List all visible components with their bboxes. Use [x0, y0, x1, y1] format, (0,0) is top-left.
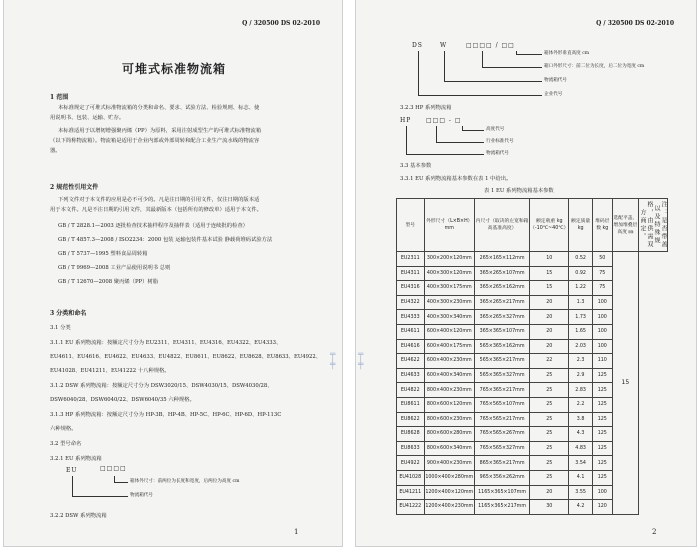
table-cell: EU4922 — [397, 456, 425, 471]
diagram-label: 箱体外尺寸：前两位为长度和宽度，后两位为高度 cm — [130, 479, 240, 484]
table-cell: 125 — [592, 456, 612, 471]
section-heading: 2 规范性引用文件 — [50, 184, 99, 191]
table-cell: 3.55 — [569, 485, 592, 500]
table-cell: 25 — [530, 456, 569, 471]
table-cell: 20 — [530, 339, 569, 354]
subsection-heading: 3.2.3 HP 系列物流箱 — [400, 105, 452, 111]
diagram-connector — [436, 142, 484, 143]
note-column — [638, 199, 667, 252]
table-cell: 400×300×120mm — [424, 266, 475, 281]
table-cell: 4.2 — [569, 500, 592, 515]
diagram-label: 物流箱代号 — [486, 151, 509, 156]
table-cell: 600×400×230mm — [424, 354, 475, 369]
paragraph-line: DSW6040/28、DSW6040/22、DSW6040/35 六种规格。 — [50, 397, 195, 403]
table-cell: 565×365×217mm — [475, 354, 530, 369]
table-cell: 400×300×230mm — [424, 295, 475, 310]
table-cell: 125 — [592, 368, 612, 383]
dsw-size-boxes: □□□□ / □□ — [466, 42, 515, 49]
table-cell: 25 — [530, 470, 569, 485]
eu-series-code: EU — [66, 467, 78, 474]
paragraph-line: EU41028、EU41211、EU41222 十八种规格。 — [50, 368, 170, 374]
table-cell: 25 — [530, 397, 569, 412]
column-header: 选配平盖、增加堆叠层高度 ㎜ — [612, 199, 638, 252]
diagram-label: 行业标准代号 — [486, 139, 514, 144]
table-cell: 3.54 — [569, 456, 592, 471]
table-cell: EU4616 — [397, 339, 425, 354]
table-cell: 120 — [592, 500, 612, 515]
column-header: 额定载重 kg（-10℃~40℃） — [530, 199, 569, 252]
subsection-heading: 3.3 基本参数 — [400, 163, 432, 169]
diagram-connector — [406, 154, 484, 155]
paragraph-line: 3.3.1 EU 系列物流箱基本参数在表 1 中给出。 — [400, 176, 512, 182]
subsection-heading: 3.2.1 EU 系列物流箱 — [50, 456, 102, 462]
table-cell: 365×265×107mm — [475, 266, 530, 281]
table-cell: 20 — [530, 485, 569, 500]
table-row — [397, 252, 668, 267]
table-cell: 125 — [592, 383, 612, 398]
diagram-label: 物流箱代号 — [130, 493, 153, 498]
column-header: 外形尺寸（L×B×H）mm — [424, 199, 475, 252]
table-cell: 3.8 — [569, 412, 592, 427]
table-cell: 765×365×217mm — [475, 383, 530, 398]
paragraph-line: 器。 — [50, 148, 61, 154]
table-cell: 1165×365×107mm — [475, 485, 530, 500]
table-cell: 2.3 — [569, 354, 592, 369]
table-cell: 800×600×280mm — [424, 427, 475, 442]
diagram-label: 箱口外形尺寸：前二位为长度，后二位为宽度 cm — [544, 64, 645, 69]
table-cell: EU8628 — [397, 427, 425, 442]
parameters-table — [396, 198, 668, 515]
table-cell: 25 — [530, 427, 569, 442]
diagram-label: 物流箱代号 — [544, 78, 567, 83]
diagram-connector — [114, 482, 128, 483]
page-number: 1 — [294, 528, 299, 536]
binding-stamp-mark: ╤ ╪ — [330, 350, 336, 370]
table-cell: 1.3 — [569, 295, 592, 310]
table-cell: 600×400×340mm — [424, 368, 475, 383]
diagram-connector — [482, 67, 542, 68]
table-cell: 765×565×327mm — [475, 441, 530, 456]
subsection-heading: 3.1 分类 — [50, 325, 71, 331]
table-cell: 100 — [592, 324, 612, 339]
table-cell: 125 — [592, 412, 612, 427]
table-cell: EU4611 — [397, 324, 425, 339]
subsection-heading: 3.2.2 DSW 系列物流箱 — [50, 513, 107, 519]
hp-size-boxes: □□□ - □ — [426, 117, 462, 124]
table-cell: 30 — [530, 500, 569, 515]
table-cell: 300×200×120mm — [424, 252, 475, 267]
standard-code-header: Q / 320500 DS 02-2010 — [596, 20, 674, 27]
table-cell: 100 — [592, 295, 612, 310]
document-page-1 — [4, 0, 342, 546]
table-cell: EU8622 — [397, 412, 425, 427]
diagram-label: 箱体外形垂直高度 cm — [544, 51, 590, 56]
table-cell: 365×365×107mm — [475, 324, 530, 339]
diagram-connector — [516, 54, 542, 55]
diagram-connector — [406, 126, 407, 154]
table-cell: 800×400×230mm — [424, 383, 475, 398]
table-cell: 15 — [530, 266, 569, 281]
table-cell: 400×300×340mm — [424, 310, 475, 325]
table-cell: 0.92 — [569, 266, 592, 281]
table-cell: 1165×365×217mm — [475, 500, 530, 515]
subsection-heading: 3.2 型号命名 — [50, 441, 82, 447]
diagram-label: 高度代号 — [486, 127, 505, 132]
table-cell: 100 — [592, 485, 612, 500]
table-cell: 1.22 — [569, 281, 592, 296]
merged-cell: 15 — [612, 252, 638, 515]
paragraph-line: 六种规格。 — [50, 426, 77, 432]
table-cell: 365×265×162mm — [475, 281, 530, 296]
paragraph-line: 3.1.2 DSW 系列物流箱：按额定尺寸分为 DSW3020/15、DSW4030/15、DSW4030/28、 — [50, 383, 273, 389]
paragraph-line: 本标准适用于以增韧增强聚丙烯（PP）为原料，采用注射成型生产的可堆式标准物流箱 — [58, 128, 262, 134]
table-cell: 110 — [592, 354, 612, 369]
diagram-connector — [444, 51, 445, 81]
column-header: 额定质量 kg — [569, 199, 592, 252]
table-cell: 365×265×327mm — [475, 310, 530, 325]
table-cell: 15 — [530, 281, 569, 296]
table-note: 注：是否带盖以及特殊规格，由供需双方商定。 — [638, 201, 667, 249]
table-cell: 50 — [592, 252, 612, 267]
table-cell: 1000×400×280mm — [424, 470, 475, 485]
table-cell: 865×365×217mm — [475, 456, 530, 471]
table-cell: EU4333 — [397, 310, 425, 325]
table-cell: EU2311 — [397, 252, 425, 267]
table-cell: 4.3 — [569, 427, 592, 442]
table-cell: 265×165×112mm — [475, 252, 530, 267]
paragraph-line: 用说明书、包装、运输、贮存。 — [50, 115, 125, 121]
hp-series-code: HP — [400, 117, 412, 124]
table-cell: 125 — [592, 397, 612, 412]
section-heading: 3 分类和命名 — [50, 310, 87, 317]
table-cell: EU41211 — [397, 485, 425, 500]
table-cell: 10 — [530, 252, 569, 267]
section-heading: 1 范围 — [50, 94, 69, 101]
standard-code-header: Q / 320500 DS 02-2010 — [242, 20, 320, 27]
reference-item: GB / T 9969—2008 工业产品使用说明书 总则 — [58, 265, 171, 271]
table-cell: 25 — [530, 368, 569, 383]
table-cell: EU4316 — [397, 281, 425, 296]
table-cell: 800×600×340mm — [424, 441, 475, 456]
paragraph-line: EU4611、EU4616、EU4622、EU4633、EU4822、EU8611、EU8622、EU8628、EU8633、EU4922、 — [50, 354, 322, 360]
table-cell: 765×565×107mm — [475, 397, 530, 412]
table-cell: 800×600×230mm — [424, 412, 475, 427]
diagram-connector — [418, 95, 542, 96]
paragraph-line: 本标准规定了可堆式标准物流箱的分类和命名、要求、试验方法、检验规则、标志、使 — [58, 105, 260, 111]
table-cell: 765×565×267mm — [475, 427, 530, 442]
diagram-connector — [462, 130, 484, 131]
table-cell: EU4633 — [397, 368, 425, 383]
table-cell: 22 — [530, 354, 569, 369]
table-cell: 900×400×230mm — [424, 456, 475, 471]
table-header-row — [397, 199, 668, 252]
paragraph-line: 3.1.3 HP 系列物流箱：按额定尺寸分为 HP-3B、HP-4B、HP-5C、HP-6C、HP-6D、HP-113C — [50, 412, 282, 418]
table-cell: EU8611 — [397, 397, 425, 412]
table-cell: 25 — [530, 383, 569, 398]
table-cell: 1.65 — [569, 324, 592, 339]
document-page-2 — [356, 0, 696, 546]
table-cell: 20 — [530, 310, 569, 325]
column-header: 内尺寸（取决的左宽和箱高基准高度） — [475, 199, 530, 252]
table-cell: 600×400×120mm — [424, 324, 475, 339]
table-cell: 0.52 — [569, 252, 592, 267]
paragraph-line: 用于本文件。凡是不注日期的引用文件，其最新版本（包括所有的修改单）适用于本文件。 — [50, 207, 262, 213]
table-cell: EU41222 — [397, 500, 425, 515]
table-cell: EU4622 — [397, 354, 425, 369]
table-cell: 600×400×175mm — [424, 339, 475, 354]
table-cell: 25 — [530, 441, 569, 456]
table-cell: 400×300×175mm — [424, 281, 475, 296]
dsw-series-code: W — [440, 42, 448, 49]
paragraph-line: （以下简称物流箱）。物流箱是适用于企业内部或外部周转和配合工业生产流水线的物流容 — [50, 138, 260, 144]
table-cell: 765×565×217mm — [475, 412, 530, 427]
table-cell: EU4322 — [397, 295, 425, 310]
paragraph-line: 3.1.1 EU 系列物流箱：按额定尺寸分为 EU2311、EU4311、EU4316、EU4322、EU4333、 — [50, 340, 282, 346]
table-cell: 4.1 — [569, 470, 592, 485]
table-cell: 125 — [592, 470, 612, 485]
paragraph-line: 下列文件对于本文件的应用是必不可少的。凡是注日期的引用文件，仅注日期的版本适 — [58, 197, 260, 203]
eu-size-boxes: □□□□ — [100, 465, 127, 472]
column-header: 堆码层数 kg — [592, 199, 612, 252]
diagram-connector — [72, 496, 128, 497]
table-cell: 2.03 — [569, 339, 592, 354]
table-cell: 20 — [530, 295, 569, 310]
diagram-connector — [418, 51, 419, 95]
table-caption: 表 1 EU 系列物流箱基本参数 — [484, 188, 554, 194]
table-cell: 1200×400×230mm — [424, 500, 475, 515]
diagram-label: 企业代号 — [544, 92, 563, 97]
diagram-connector — [72, 476, 73, 496]
table-cell: EU4822 — [397, 383, 425, 398]
table-cell: 565×365×327mm — [475, 368, 530, 383]
table-cell: 4.83 — [569, 441, 592, 456]
table-cell: 965×356×262mm — [475, 470, 530, 485]
diagram-connector — [436, 126, 437, 142]
table-cell: EU8633 — [397, 441, 425, 456]
reference-item: GB / T 4857.3—2008 / ISO2234：2000 包装 运输包装件基本试验 静载荷堆码试验方法 — [58, 237, 273, 243]
table-cell: 2.2 — [569, 397, 592, 412]
table-cell: 2.83 — [569, 383, 592, 398]
table-cell: 100 — [592, 310, 612, 325]
diagram-connector — [482, 51, 483, 67]
binding-stamp-mark: ╤ ╪ — [358, 350, 364, 370]
table-cell: 75 — [592, 266, 612, 281]
table-cell: 75 — [592, 281, 612, 296]
page-number: 2 — [652, 528, 657, 536]
dsw-enterprise-code: DS — [412, 42, 423, 49]
reference-item: GB / T 12670—2008 聚丙烯（PP）树脂 — [58, 279, 159, 285]
table-cell: EU41028 — [397, 470, 425, 485]
table-cell: 100 — [592, 339, 612, 354]
table-cell: 20 — [530, 324, 569, 339]
table-cell: 565×365×162mm — [475, 339, 530, 354]
reference-item: GB / T 2828.1—2003 逐批检查技术抽样程序及抽样表（适用于连续批的检查） — [58, 223, 248, 229]
table-cell: 365×265×217mm — [475, 295, 530, 310]
table-cell: EU4311 — [397, 266, 425, 281]
table-cell: 1200×400×120mm — [424, 485, 475, 500]
table-cell: 1.73 — [569, 310, 592, 325]
diagram-connector — [444, 81, 542, 82]
table-cell: 2.9 — [569, 368, 592, 383]
document-title: 可堆式标准物流箱 — [122, 62, 227, 76]
table-cell: 125 — [592, 427, 612, 442]
table-cell: 125 — [592, 441, 612, 456]
table-cell: 25 — [530, 412, 569, 427]
reference-item: GB / T 5737—1995 塑料食品周转箱 — [58, 251, 148, 257]
column-header: 型号 — [397, 199, 425, 252]
table-cell: 800×600×120mm — [424, 397, 475, 412]
